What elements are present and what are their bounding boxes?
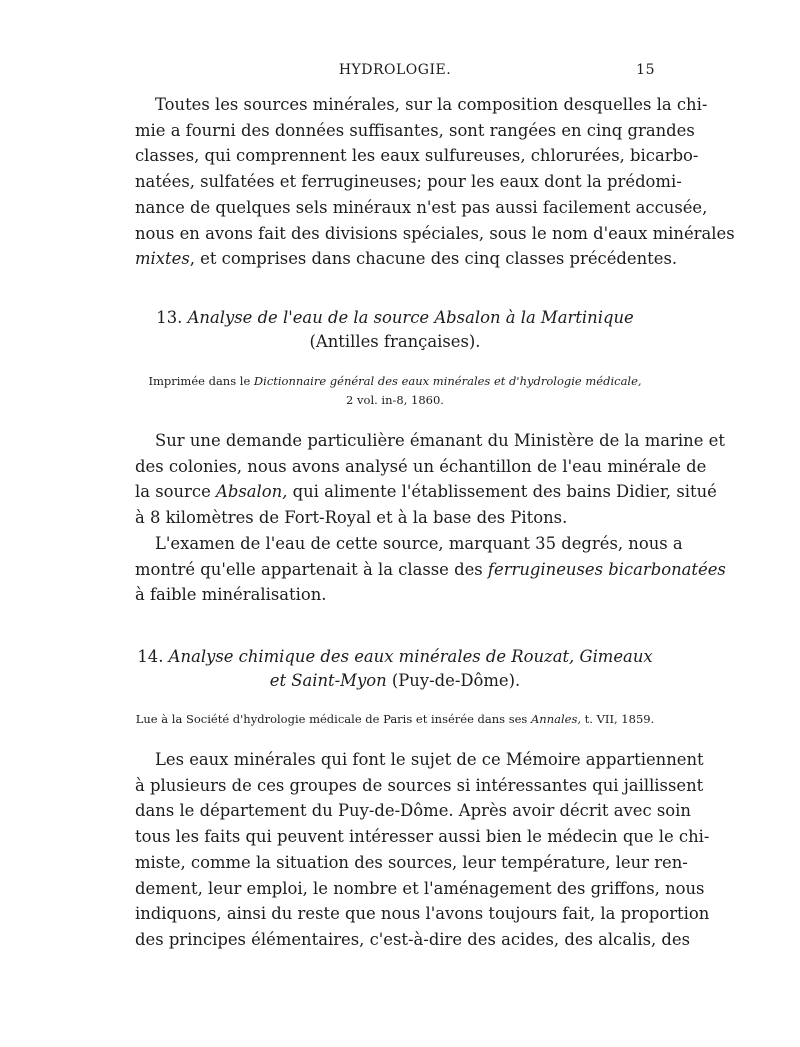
text-line: des colonies, nous avons analysé un échantillon de l'eau minérale de [135,456,707,476]
emphasis: Dictionnaire général des eaux minérales et d'hydrologie médicale, [253,374,642,388]
text-line: dans le département du Puy-de-Dôme. Après avoir décrit avec soin [135,801,691,821]
text-run: Imprimée dans le [148,374,251,388]
text-run: (Puy-de-Dôme). [391,671,521,690]
running-title: HYDROLOGIE. [338,62,452,78]
emphasis: ferrugineuses bicarbonatées [487,559,726,579]
text-line: nance de quelques sels minéraux n'est pas aussi facilement accusée, [135,197,708,217]
text-line: dement, leur emploi, le nombre et l'aménagement des griffons, nous [135,878,705,898]
text-line: tous les faits qui peuvent intéresser aussi bien le médecin que le chi- [135,827,710,847]
section-number: 14. [137,647,164,666]
section-14 [135,645,655,693]
text-line: à 8 kilomètres de Fort-Royal et à la base des Pitons. [135,508,568,528]
text-line: natées, sulfatées et ferrugineuses; pour les eaux dont la prédomi- [135,172,682,192]
section-13-subtitle: (Antilles françaises). [309,332,481,351]
section-title-text: Analyse de l'eau de la source Absalon à la Martinique [187,308,634,327]
section-13-note [135,372,655,410]
publication-note-line2: 2 vol. in-8, 1860. [346,393,444,407]
intro-paragraph [135,92,735,272]
text-line: à faible minéralisation. [135,585,327,605]
text-line: Sur une demande particulière émanant du Ministère de la marine et [155,431,725,450]
section-13 [135,306,655,354]
text-line: miste, comme la situation des sources, leur température, leur ren- [135,852,688,872]
section-13-body [135,428,726,608]
text-run: Lue à la Société d'hydrologie médicale de Paris et insérée dans ses [135,712,528,726]
page-number: 15 [636,62,655,78]
section-14-subtitle [135,669,655,693]
text-line: mie a fourni des données suffisantes, sont rangées en cinq grandes [135,120,695,140]
text-line: L'examen de l'eau de cette source, marquant 35 degrés, nous a [155,533,683,553]
section-14-body [135,747,710,953]
publication-note [135,710,655,729]
text-line [135,557,726,583]
text-line: nous en avons fait des divisions spéciales, sous le nom d'eaux minérales [135,223,735,243]
emphasis: Annales, [531,712,582,726]
section-14-title [135,645,655,669]
text-line: indiquons, ainsi du reste que nous l'avons toujours fait, la proportion [135,904,710,924]
emphasis: mixtes [135,249,190,269]
emphasis: et Saint-Myon [269,671,387,690]
emphasis: Absalon, [216,482,288,502]
text-run: la source [135,482,211,502]
text-line: Toutes les sources minérales, sur la composition desquelles la chi- [155,95,708,114]
text-run: qui alimente l'établissement des bains Didier, situé [292,482,717,502]
text-run: montré qu'elle appartenait à la classe des [135,559,483,579]
text-line: à plusieurs de ces groupes de sources si intéressantes qui jaillissent [135,775,704,795]
section-number: 13. [156,308,183,327]
text-line: Les eaux minérales qui font le sujet de ce Mémoire appartiennent [155,750,704,769]
text-run: t. VII, 1859. [584,712,655,726]
publication-note [135,372,655,391]
section-14-note [135,710,655,729]
text-run: , et comprises dans chacune des cinq classes précédentes. [189,249,678,269]
text-line [135,246,678,272]
text-line: des principes élémentaires, c'est-à-dire des acides, des alcalis, des [135,929,691,949]
text-line: classes, qui comprennent les eaux sulfureuses, chlorurées, bicarbo- [135,146,699,166]
section-13-title [135,306,655,330]
section-title-text: Analyse chimique des eaux minérales de Rouzat, Gimeaux [168,647,653,666]
text-line [135,479,717,505]
